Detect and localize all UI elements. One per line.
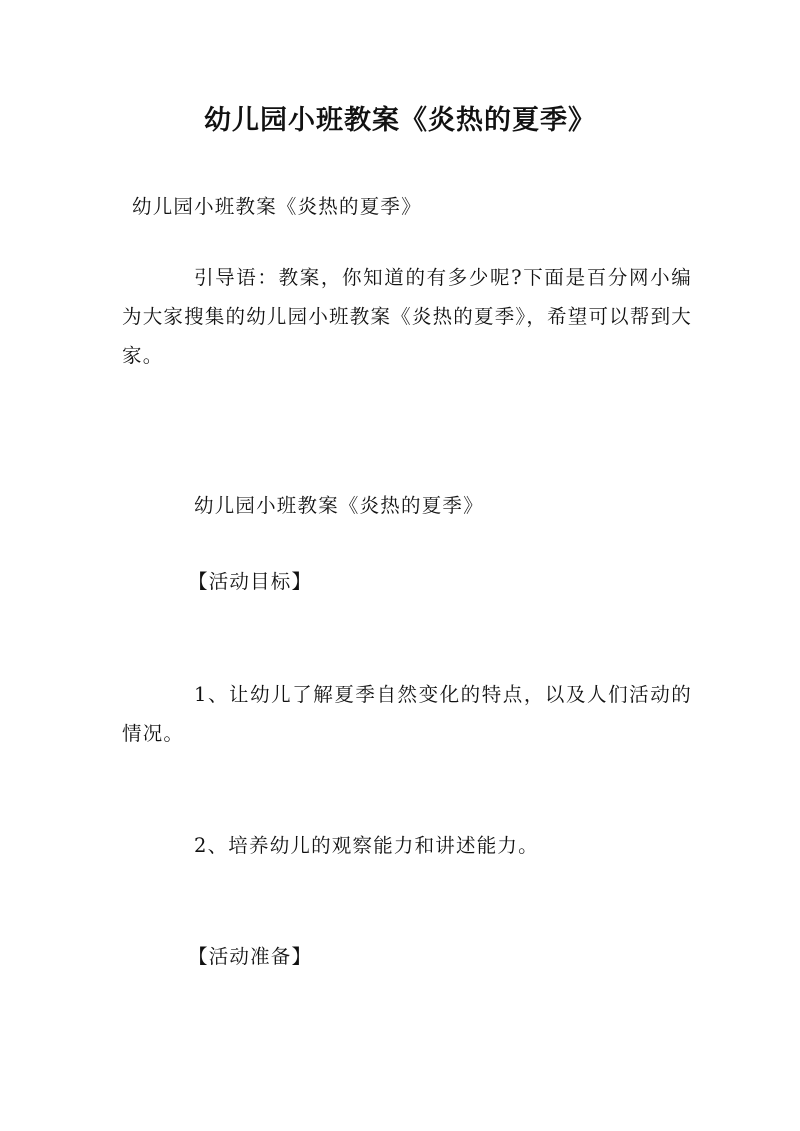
document-title: 幼儿园小班教案《炎热的夏季》: [204, 105, 596, 136]
intro-paragraph: 引导语：教案，你知道的有多少呢?下面是百分网小编为大家搜集的幼儿园小班教案《炎热的夏季》，希望可以帮到大家。: [122, 266, 692, 367]
goals-heading: 【活动目标】: [188, 570, 313, 593]
section-title: 幼儿园小班教案《炎热的夏季》: [194, 494, 484, 517]
document-subtitle: 幼儿园小班教案《炎热的夏季》: [132, 195, 422, 218]
prep-heading: 【活动准备】: [188, 945, 313, 968]
goal-item-2: 2、培养幼儿的观察能力和讲述能力。: [194, 834, 539, 857]
goal-item-1: 1、让幼儿了解夏季自然变化的特点，以及人们活动的情况。: [122, 683, 692, 745]
